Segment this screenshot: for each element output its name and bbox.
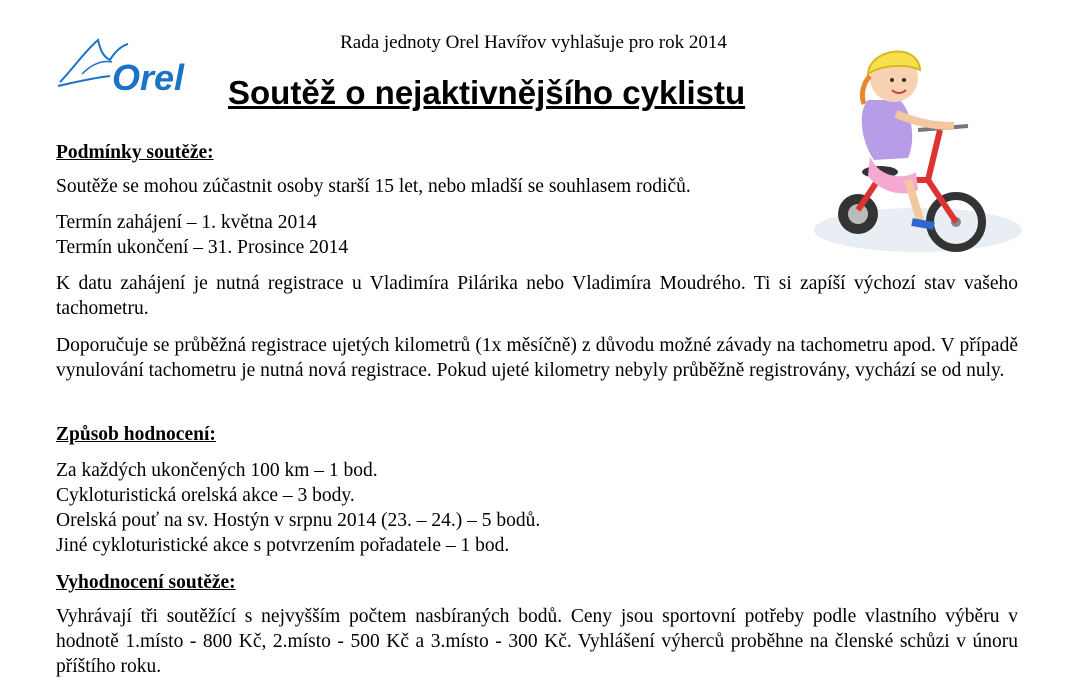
ongoing-registration-text: Doporučuje se průběžná registrace ujetých kilometrů (1x měsíčně) z důvodu možné závady na tachometru apod. V případě vynulování tachometru je nutná nová registrace. Pokud ujeté kilometry nebyly průběžně registrovány, vychází se od nuly. bbox=[56, 335, 1018, 381]
page-title: Soutěž o nejaktivnějšího cyklistu bbox=[228, 74, 746, 111]
end-date-text: Termín ukončení – 31. Prosince 2014 bbox=[56, 237, 349, 258]
eligibility-text: Soutěže se mohou zúčastnit osoby starší 15 let, nebo mladší se souhlasem rodičů. bbox=[56, 176, 691, 197]
conditions-heading: Podmínky soutěže: bbox=[56, 142, 214, 163]
scoring-list bbox=[56, 458, 540, 558]
evaluation-text: Vyhrávají tři soutěžící s nejvyšším počtem nasbíraných bodů. Ceny jsou sportovní potřeby podle vlastního výběru v hodnotě 1.místo - 800 Kč, 2.místo - 500 Kč a 3.místo - 300 Kč. Vyhlášení výherců proběhne na členské schůzi v únoru příštího roku. bbox=[56, 606, 1018, 677]
child-cyclist-illustration bbox=[808, 30, 1028, 252]
header-intro: Rada jednoty Orel Havířov vyhlašuje pro rok 2014 bbox=[340, 32, 727, 53]
scoring-item: Cykloturistická orelská akce – 3 body. bbox=[56, 485, 355, 506]
registration-text: K datu zahájení je nutná registrace u Vladimíra Pilárika nebo Vladimíra Moudrého. Ti si zapíší výchozí stav vašeho tachometru. bbox=[56, 273, 1018, 319]
scoring-heading: Způsob hodnocení: bbox=[56, 424, 216, 445]
start-date-text: Termín zahájení – 1. května 2014 bbox=[56, 212, 317, 233]
scoring-item: Jiné cykloturistické akce s potvrzením pořadatele – 1 bod. bbox=[56, 535, 510, 556]
scoring-item: Za každých ukončených 100 km – 1 bod. bbox=[56, 460, 378, 481]
logo-text: Orel bbox=[112, 57, 185, 98]
evaluation-heading: Vyhodnocení soutěže: bbox=[56, 572, 236, 593]
scoring-item: Orelská pouť na sv. Hostýn v srpnu 2014 (23. – 24.) – 5 bodů. bbox=[56, 510, 541, 531]
